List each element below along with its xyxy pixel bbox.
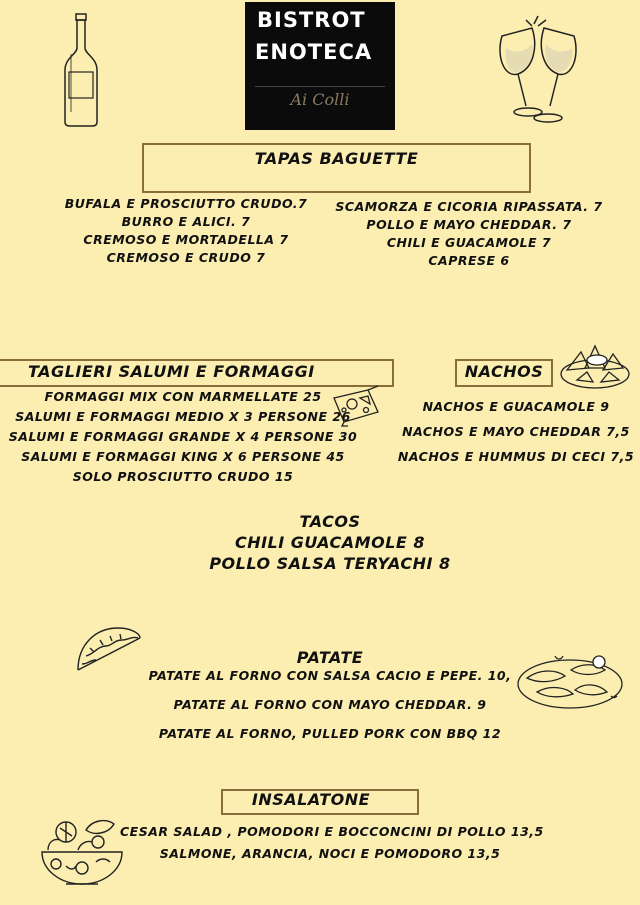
tapas-left-list (55, 196, 317, 265)
list-item: POLLO E MAYO CHEDDAR. 7 (366, 217, 572, 232)
list-item: NACHOS E MAYO CHEDDAR 7,5 (402, 424, 630, 439)
list-item: CHILI E GUACAMOLE 7 (386, 235, 552, 250)
list-item: CAPRESE 6 (428, 253, 510, 268)
nachos-title: NACHOS (464, 362, 544, 381)
insalatone-title: INSALATONE (251, 790, 371, 809)
logo-tagline: Ai Colli (290, 90, 350, 109)
patate-title: PATATE (296, 648, 364, 667)
tacos-section (140, 512, 520, 573)
list-item: FORMAGGI MIX CON MARMELLATE 25 (44, 389, 322, 404)
logo-line1: BISTROT (257, 8, 366, 32)
list-item: BURRO E ALICI. 7 (121, 214, 251, 229)
list-item: SALMONE, ARANCIA, NOCI E POMODORO 13,5 (159, 846, 501, 861)
list-item: SCAMORZA E CICORIA RIPASSATA. 7 (335, 199, 603, 214)
bistrot-enoteca-logo (245, 2, 395, 130)
nachos-plate-icon (557, 340, 633, 392)
list-item: CHILI GUACAMOLE 8 (234, 533, 426, 552)
list-item: SALUMI E FORMAGGI GRANDE X 4 PERSONE 30 (8, 429, 358, 444)
tapas-title: TAPAS BAGUETTE (254, 149, 419, 168)
logo-divider (255, 86, 385, 87)
patate-list (130, 668, 530, 741)
list-item: BUFALA E PROSCIUTTO CRUDO.7 (64, 196, 308, 211)
list-item: CREMOSO E MORTADELLA 7 (83, 232, 289, 247)
wine-glasses-toast-icon (488, 14, 588, 129)
nachos-list (392, 399, 640, 464)
list-item: SALUMI E FORMAGGI KING X 6 PERSONE 45 (21, 449, 345, 464)
list-item: PATATE AL FORNO CON MAYO CHEDDAR. 9 (173, 697, 487, 712)
insalatone-list (120, 824, 544, 861)
cheese-board-icon (330, 384, 382, 428)
wine-bottle-icon (60, 12, 102, 127)
list-item: POLLO SALSA TERYACHI 8 (209, 554, 451, 573)
salad-bowl-icon (36, 810, 128, 890)
logo-line2: ENOTECA (255, 40, 373, 64)
list-item: PATATE AL FORNO, PULLED PORK CON BBQ 12 (158, 726, 502, 741)
list-item: CESAR SALAD , POMODORI E BOCCONCINI DI POLLO 13,5 (120, 824, 544, 839)
list-item: SALUMI E FORMAGGI MEDIO X 3 PERSONE 26 (15, 409, 351, 424)
list-item: NACHOS E GUACAMOLE 9 (422, 399, 610, 414)
taglieri-list (8, 389, 358, 484)
taglieri-title: TAGLIERI SALUMI E FORMAGGI (28, 362, 315, 381)
tapas-right-list (318, 199, 620, 268)
list-item: NACHOS E HUMMUS DI CECI 7,5 (397, 449, 635, 464)
tacos-title: TACOS (299, 512, 361, 531)
list-item: PATATE AL FORNO CON SALSA CACIO E PEPE. 10, (148, 668, 512, 683)
potato-wedges-plate-icon (515, 648, 625, 714)
list-item: CREMOSO E CRUDO 7 (106, 250, 266, 265)
list-item: SOLO PROSCIUTTO CRUDO 15 (72, 469, 294, 484)
